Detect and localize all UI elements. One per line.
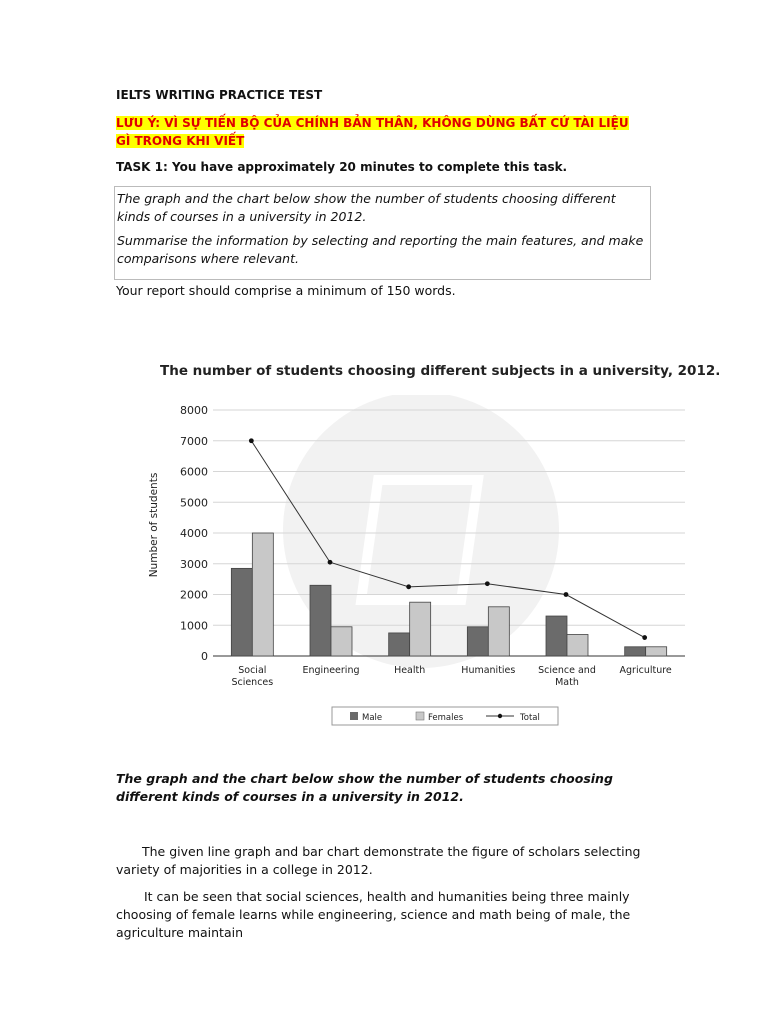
legend-total-label: Total (520, 713, 540, 723)
legend-total-point (498, 714, 502, 718)
total-point (406, 584, 411, 589)
bar-females (646, 647, 667, 656)
document-heading: IELTS WRITING PRACTICE TEST (116, 88, 323, 102)
x-tick-label: Science and (538, 665, 596, 676)
bar-females (331, 627, 352, 656)
x-tick-label: Agriculture (619, 665, 672, 676)
total-point (485, 581, 490, 586)
y-tick-label: 5000 (180, 496, 208, 510)
bar-females (252, 533, 273, 656)
warning-text: LƯU Ý: VÌ SỰ TIẾN BỘ CỦA CHÍNH BẢN THÂN, KHÔNG DÙNG BẤT CỨ TÀI LIỆU GÌ TRONG KHI VIẾT (116, 116, 629, 148)
chart-title: The number of students choosing different subjects in a university, 2012. (160, 363, 721, 379)
y-tick-label: 0 (201, 650, 208, 663)
bar-male (467, 627, 488, 656)
total-point (249, 438, 254, 443)
bar-females (410, 602, 431, 656)
bar-male (389, 633, 410, 656)
essay-paragraph-1: The given line graph and bar chart demonstrate the figure of scholars selecting variety of majorities in a college in 2012. (116, 844, 641, 877)
bar-line-chart (140, 395, 700, 735)
prompt-description: The graph and the chart below show the number of students choosing different kinds of courses in a university in 2012. (117, 191, 616, 224)
y-tick-label: 3000 (180, 557, 208, 571)
y-tick-label: 4000 (180, 527, 208, 540)
bar-male (310, 585, 331, 656)
y-tick-label: 2000 (180, 588, 208, 602)
legend-male-label: Male (362, 713, 383, 723)
total-point (642, 635, 647, 640)
y-tick-label: 6000 (180, 465, 208, 479)
bar-females (488, 607, 509, 656)
x-tick-label: Health (394, 665, 426, 676)
bar-male (231, 568, 252, 656)
task-prompt-box (114, 186, 651, 280)
x-tick-label: Math (555, 677, 579, 688)
bar-male (546, 616, 567, 656)
bar-females (567, 634, 588, 656)
total-point (564, 592, 569, 597)
y-tick-label: 8000 (180, 404, 208, 417)
essay-paragraph-2: It can be seen that social sciences, health and humanities being three mainly choosing of female learns while engineering, science and math being of male, the agriculture maintain (116, 889, 631, 940)
prompt-instruction: Summarise the information by selecting and reporting the main features, and make comparisons where relevant. (117, 233, 644, 266)
warning-note (116, 114, 646, 150)
x-tick-label: Sciences (231, 677, 274, 688)
y-tick-label: 7000 (180, 434, 208, 448)
x-tick-label: Humanities (461, 665, 516, 676)
y-axis-label: Number of students (148, 472, 160, 578)
legend-male-swatch (350, 712, 358, 720)
bar-male (625, 647, 646, 656)
chart-legend (332, 707, 558, 725)
y-axis-ticks (180, 404, 208, 663)
legend-female-label: Females (428, 713, 464, 723)
total-point (328, 560, 333, 565)
y-tick-label: 1000 (180, 619, 208, 633)
x-tick-label: Social (238, 665, 267, 676)
x-tick-label: Engineering (302, 665, 360, 676)
task-instruction: TASK 1: You have approximately 20 minutes to complete this task. (116, 160, 568, 174)
word-count-requirement: Your report should comprise a minimum of 150 words. (116, 283, 456, 298)
legend-female-swatch (416, 712, 424, 720)
essay-prompt-heading: The graph and the chart below show the number of students choosing different kinds of courses in a university in 2012. (116, 771, 613, 804)
x-axis-ticks (231, 665, 671, 688)
